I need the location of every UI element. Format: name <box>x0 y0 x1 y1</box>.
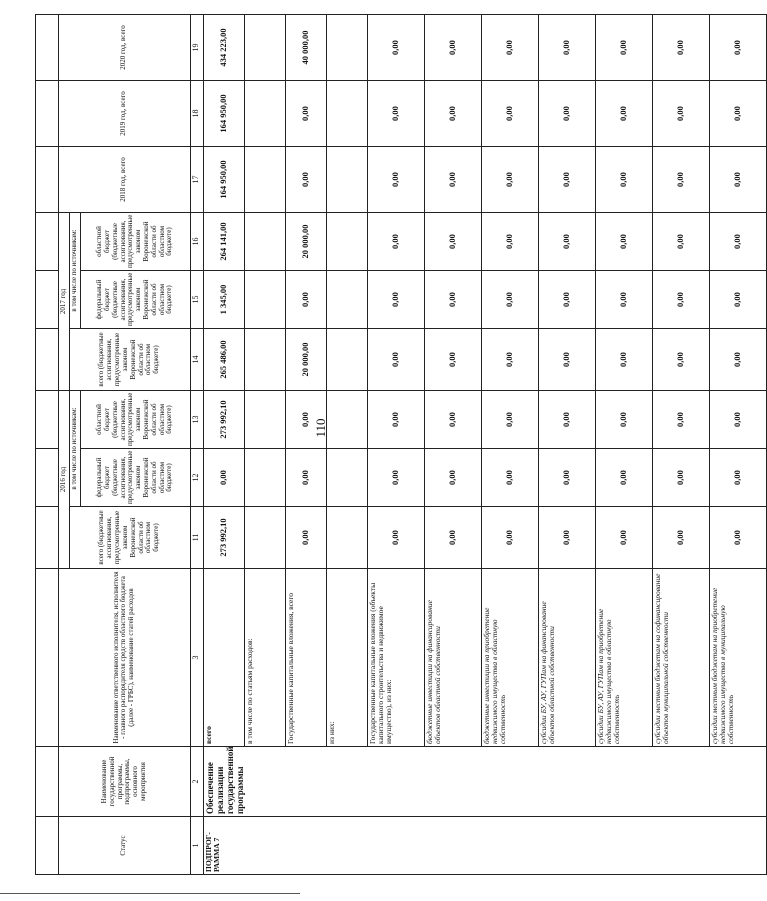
value-cell: 0,00 <box>367 329 424 391</box>
col-number: 12 <box>190 449 203 507</box>
value-cell: 0,00 <box>538 213 595 271</box>
row-label: Государственные капитальные вложения, всего <box>285 569 326 747</box>
value-cell <box>244 15 285 81</box>
col-number: 11 <box>190 507 203 569</box>
value-cell: 0,00 <box>285 271 326 329</box>
value-cell: 20 000,00 <box>285 213 326 271</box>
value-cell: 0,00 <box>709 15 766 81</box>
value-cell: 0,00 <box>424 329 481 391</box>
value-cell: 40 000,00 <box>285 15 326 81</box>
value-cell: 0,00 <box>595 147 652 213</box>
value-cell <box>244 507 285 569</box>
value-cell: 0,00 <box>367 147 424 213</box>
value-cell: 0,00 <box>424 81 481 147</box>
program-name-cell: Обеспечение реализации государственной программы <box>203 747 766 817</box>
value-cell: 0,00 <box>538 449 595 507</box>
value-cell: 0,00 <box>481 271 538 329</box>
value-cell: 0,00 <box>367 213 424 271</box>
table-row <box>709 15 766 875</box>
col-number: 19 <box>190 15 203 81</box>
value-cell: 0,00 <box>538 271 595 329</box>
page-edge-line <box>0 893 300 894</box>
header-2017-federal: федеральный бюджет (бюджетные ассигнования, предусмотренные законом Воронежской области об областном бюджете) <box>80 271 190 329</box>
value-cell <box>326 449 367 507</box>
header-2017-sources: в том числе по источникам: <box>69 213 80 329</box>
value-cell: 0,00 <box>424 147 481 213</box>
value-cell: 0,00 <box>595 213 652 271</box>
rotated-budget-table <box>35 15 742 875</box>
header-2016-federal: федеральный бюджет (бюджетные ассигнования, предусмотренные законом Воронежской области об областном бюджете) <box>80 449 190 507</box>
value-cell: 0,00 <box>709 147 766 213</box>
row-label: субсидии местным бюджетам на приобретение недвижимого имущества в муниципальную собственность <box>709 569 766 747</box>
value-cell: 264 141,00 <box>203 213 244 271</box>
value-cell: 0,00 <box>424 449 481 507</box>
value-cell: 0,00 <box>481 449 538 507</box>
value-cell: 164 950,00 <box>203 81 244 147</box>
value-cell: 0,00 <box>285 507 326 569</box>
row-label: бюджетные инвестиции на приобретение недвижимого имущества в областную собственность <box>481 569 538 747</box>
value-cell: 0,00 <box>652 271 709 329</box>
value-cell: 434 223,00 <box>203 15 244 81</box>
value-cell <box>244 213 285 271</box>
value-cell: 0,00 <box>652 15 709 81</box>
header-executor-name: Наименование ответственного исполнителя, исполнителя - главного распорядителя средств областного бюджета (далее - ГРБС), наименование статей расходов <box>59 569 191 747</box>
value-cell: 0,00 <box>709 329 766 391</box>
table-row <box>538 15 595 875</box>
value-cell: 0,00 <box>481 329 538 391</box>
value-cell: 0,00 <box>481 147 538 213</box>
value-cell: 273 992,10 <box>203 507 244 569</box>
value-cell <box>326 391 367 449</box>
value-cell: 0,00 <box>652 329 709 391</box>
table-body <box>203 15 766 875</box>
col-number: 15 <box>190 271 203 329</box>
value-cell: 0,00 <box>424 507 481 569</box>
header-2019: 2019 год, всего <box>59 81 191 147</box>
value-cell: 0,00 <box>481 391 538 449</box>
value-cell: 0,00 <box>285 449 326 507</box>
col-number: 3 <box>190 569 203 747</box>
table-row <box>244 15 285 875</box>
value-cell <box>326 271 367 329</box>
value-cell: 0,00 <box>652 81 709 147</box>
header-2018: 2018 год, всего <box>59 147 191 213</box>
col-number: 18 <box>190 81 203 147</box>
value-cell: 0,00 <box>709 213 766 271</box>
value-cell: 1 345,00 <box>203 271 244 329</box>
col-number: 14 <box>190 329 203 391</box>
value-cell <box>326 81 367 147</box>
value-cell: 0,00 <box>652 391 709 449</box>
value-cell: 0,00 <box>652 507 709 569</box>
value-cell: 0,00 <box>367 15 424 81</box>
value-cell: 0,00 <box>424 271 481 329</box>
value-cell <box>244 329 285 391</box>
header-status: Статус <box>59 817 191 875</box>
value-cell <box>244 271 285 329</box>
table-row <box>481 15 538 875</box>
header-row-years <box>59 15 70 875</box>
value-cell: 0,00 <box>367 391 424 449</box>
value-cell: 0,00 <box>367 81 424 147</box>
value-cell: 0,00 <box>709 507 766 569</box>
value-cell: 0,00 <box>595 391 652 449</box>
value-cell: 0,00 <box>203 449 244 507</box>
value-cell: 0,00 <box>709 391 766 449</box>
value-cell: 0,00 <box>424 213 481 271</box>
value-cell: 0,00 <box>538 147 595 213</box>
col-number: 2 <box>190 747 203 817</box>
row-label: всего <box>203 569 244 747</box>
value-cell: 0,00 <box>652 213 709 271</box>
value-cell: 0,00 <box>285 147 326 213</box>
value-cell: 0,00 <box>595 271 652 329</box>
value-cell: 164 950,00 <box>203 147 244 213</box>
row-label: в том числе по статьям расходов: <box>244 569 285 747</box>
header-2016-regional: областной бюджет (бюджетные ассигнования, предусмотренные законом Воронежской области об областном бюджете) <box>80 391 190 449</box>
value-cell: 0,00 <box>595 507 652 569</box>
row-label: субсидии местным бюджетам на софинансирование объектов муниципальной собственности <box>652 569 709 747</box>
value-cell <box>326 507 367 569</box>
budget-table <box>35 14 767 875</box>
header-2016-sources: в том числе по источникам: <box>69 391 80 507</box>
table-row <box>326 15 367 875</box>
value-cell: 0,00 <box>481 81 538 147</box>
table-row <box>367 15 424 875</box>
value-cell: 0,00 <box>709 271 766 329</box>
row-label: Государственные капитальные вложения (объекты капитального строительства и недвижимое имущество), из них: <box>367 569 424 747</box>
value-cell: 0,00 <box>481 15 538 81</box>
value-cell <box>244 147 285 213</box>
value-cell: 0,00 <box>595 81 652 147</box>
value-cell <box>326 15 367 81</box>
value-cell: 0,00 <box>652 147 709 213</box>
value-cell: 265 486,00 <box>203 329 244 391</box>
value-cell: 0,00 <box>285 81 326 147</box>
value-cell: 0,00 <box>481 213 538 271</box>
header-program-name: Наименование государственной программы, подпрограммы, основного мероприятия <box>59 747 191 817</box>
header-2017-regional: областной бюджет (бюджетные ассигнования, предусмотренные законом Воронежской области об областном бюджете) <box>80 213 190 271</box>
value-cell: 0,00 <box>538 507 595 569</box>
value-cell: 0,00 <box>285 391 326 449</box>
value-cell: 0,00 <box>538 81 595 147</box>
value-cell: 0,00 <box>709 449 766 507</box>
page-number: 110 <box>313 418 328 438</box>
row-label: из них: <box>326 569 367 747</box>
value-cell: 0,00 <box>367 507 424 569</box>
row-label: субсидии БУ, АУ, ГУПам на финансирование объектов областной собственности <box>538 569 595 747</box>
value-cell <box>244 449 285 507</box>
table-row <box>203 15 244 875</box>
header-2020: 2020 год, всего <box>59 15 191 81</box>
header-2017-total: всего (бюджетные ассигнования, предусмотренные законом Воронежской области об областном бюджете) <box>69 329 190 391</box>
header-2016: 2016 год <box>59 391 70 569</box>
value-cell: 273 992,10 <box>203 391 244 449</box>
table-row <box>595 15 652 875</box>
value-cell: 0,00 <box>367 449 424 507</box>
table-row <box>285 15 326 875</box>
table-row <box>424 15 481 875</box>
value-cell <box>326 147 367 213</box>
value-cell: 20 000,00 <box>285 329 326 391</box>
value-cell: 0,00 <box>538 15 595 81</box>
row-label: субсидии БУ, АУ, ГУПам на приобретение недвижимого имущества в областную собственность <box>595 569 652 747</box>
value-cell: 0,00 <box>595 449 652 507</box>
value-cell <box>326 329 367 391</box>
table-row <box>652 15 709 875</box>
col-number: 13 <box>190 391 203 449</box>
column-number-row <box>190 15 203 875</box>
header-2016-total: всего (бюджетные ассигнования, предусмотренные законом Воронежской области об областном бюджете) <box>69 507 190 569</box>
row-label: бюджетные инвестиции на финансирование объектов областной собственности <box>424 569 481 747</box>
col-number: 1 <box>190 817 203 875</box>
value-cell: 0,00 <box>424 15 481 81</box>
value-cell: 0,00 <box>709 81 766 147</box>
value-cell: 0,00 <box>424 391 481 449</box>
header-2017: 2017 год <box>59 213 70 391</box>
value-cell: 0,00 <box>367 271 424 329</box>
value-cell: 0,00 <box>538 391 595 449</box>
value-cell: 0,00 <box>595 15 652 81</box>
top-empty-row <box>36 15 59 875</box>
col-number: 17 <box>190 147 203 213</box>
value-cell: 0,00 <box>538 329 595 391</box>
value-cell: 0,00 <box>652 449 709 507</box>
value-cell: 0,00 <box>595 329 652 391</box>
status-cell: ПОДПРОГ- РАММА 7 <box>203 817 766 875</box>
value-cell <box>244 81 285 147</box>
value-cell: 0,00 <box>481 507 538 569</box>
value-cell <box>326 213 367 271</box>
value-cell <box>244 391 285 449</box>
col-number: 16 <box>190 213 203 271</box>
